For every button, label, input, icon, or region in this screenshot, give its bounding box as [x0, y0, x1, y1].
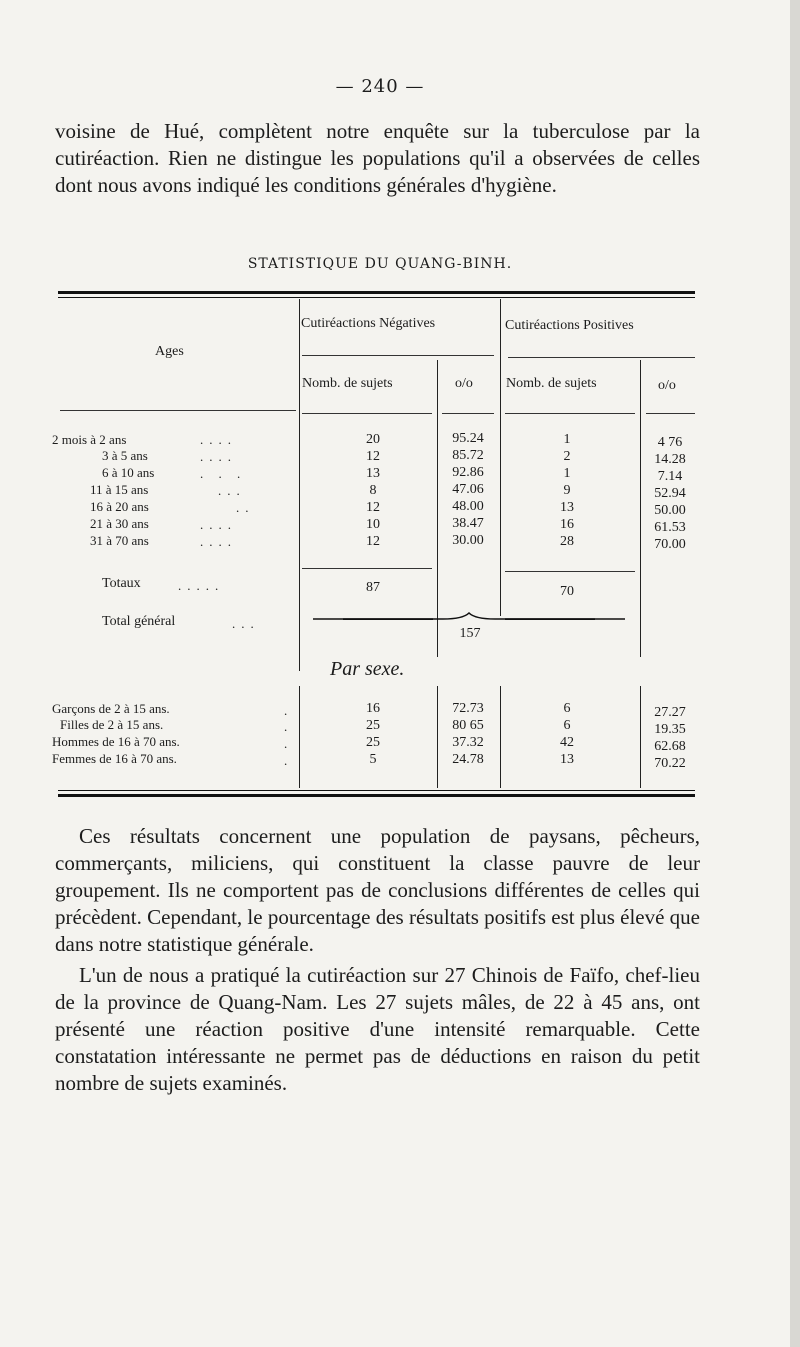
sex-pos-pct-3: 70.22: [654, 756, 686, 771]
dot-leader: ....: [200, 432, 237, 447]
pos-n-5: 16: [560, 517, 574, 532]
par-sexe-heading: Par sexe.: [330, 658, 405, 680]
pos-n-0: 1: [563, 432, 571, 447]
page-number: — 240 —: [335, 76, 425, 97]
header-positives: Cutiréactions Positives: [505, 318, 634, 333]
pos-n-1: 2: [563, 449, 571, 464]
age-label-3: 11 à 15 ans: [90, 482, 149, 497]
age-label-1: 3 à 5 ans: [102, 448, 148, 463]
age-label-5: 21 à 30 ans: [90, 516, 149, 531]
header-neg-nomb: Nomb. de sujets: [302, 376, 393, 391]
neg-n-2: 13: [366, 466, 380, 481]
dot-leader: ..: [236, 500, 255, 515]
neg-pct-3: 47.06: [452, 482, 484, 497]
dot-leader: .: [284, 703, 288, 718]
header-ages: Ages: [155, 344, 184, 359]
dot-leader: ...: [218, 483, 246, 498]
sex-neg-pct-3: 24.78: [452, 752, 484, 767]
neg-n-1: 12: [366, 449, 380, 464]
dot-leader: .: [284, 719, 288, 734]
neg-n-3: 8: [369, 483, 377, 498]
age-label-4: 16 à 20 ans: [90, 499, 149, 514]
neg-n-6: 12: [366, 534, 380, 549]
neg-pct-6: 30.00: [452, 533, 484, 548]
total-brace: [313, 612, 625, 626]
top-rule-thin: [58, 297, 695, 298]
pos-n-2: 1: [563, 466, 571, 481]
dot-leader: ...: [232, 616, 260, 631]
pos-n-3: 9: [563, 483, 571, 498]
hline-col2: [442, 413, 494, 414]
neg-pct-1: 85.72: [452, 448, 484, 463]
dot-leader: .: [284, 736, 288, 751]
sex-pos-pct-1: 19.35: [654, 722, 686, 737]
sex-pos-pct-2: 62.68: [654, 739, 686, 754]
bottom-rule-thin: [58, 790, 695, 791]
age-label-6: 31 à 70 ans: [90, 533, 149, 548]
total-general-label: Total général: [102, 614, 176, 629]
header-neg-pct: o/o: [455, 376, 473, 391]
neg-pct-2: 92.86: [452, 465, 484, 480]
header-pos-pct: o/o: [658, 378, 676, 393]
age-label-0: 2 mois à 2 ans: [52, 432, 127, 447]
page-edge: [790, 0, 800, 1347]
neg-pct-5: 38.47: [452, 516, 484, 531]
pos-pct-1: 14.28: [654, 452, 686, 467]
top-rule-thick: [58, 291, 695, 294]
sex-neg-n-0: 16: [366, 701, 380, 716]
pos-n-4: 13: [560, 500, 574, 515]
hline-col4: [646, 413, 695, 414]
sex-neg-pct-1: 80 65: [452, 718, 484, 733]
sex-pos-n-0: 6: [563, 701, 571, 716]
dot-leader: ....: [200, 449, 237, 464]
dot-leader: .: [284, 753, 288, 768]
table-title: STATISTIQUE DU QUANG-BINH.: [247, 256, 513, 272]
results-paragraph: Ces résultats concernent une population de paysans, pêcheurs, commerçants, miliciens, qui constituent la classe pauvre de leur groupement. Ils ne comportent pas de conclusions différentes de celles qui précèdent. Cependant, le pourcentage des résultats positifs est plus élevé que dans notre statistique générale.: [55, 824, 700, 956]
pos-pct-0: 4 76: [657, 435, 683, 450]
neg-n-0: 20: [366, 432, 380, 447]
neg-n-4: 12: [366, 500, 380, 515]
neg-n-5: 10: [366, 517, 380, 532]
sex-pos-n-3: 13: [560, 752, 574, 767]
hline-totals-neg: [302, 568, 432, 569]
totaux-neg: 87: [366, 580, 380, 595]
hline-pos-header: [508, 357, 695, 358]
pos-pct-6: 70.00: [654, 537, 686, 552]
sex-neg-pct-0: 72.73: [452, 701, 484, 716]
age-label-2: 6 à 10 ans: [102, 465, 155, 480]
vline-negatives-left: [299, 299, 300, 671]
hline-neg-header: [302, 355, 494, 356]
vline-sex-1: [299, 686, 300, 788]
sex-neg-n-3: 5: [369, 752, 377, 767]
bottom-rule-thick: [58, 794, 695, 797]
hline-col1: [302, 413, 432, 414]
intro-paragraph: voisine de Hué, complètent notre enquête sur la tuberculose par la cutiréaction. Rien ne distingue les populations qu'il a observées de celles dont nous avons indiqué les conditions générales d'hygiène.: [55, 119, 700, 197]
chinese-subjects-paragraph: L'un de nous a pratiqué la cutiréaction sur 27 Chinois de Faïfo, chef-lieu de la province de Quang-Nam. Les 27 sujets mâles, de 22 à 45 ans, ont présenté une réaction positive d'une intensité remarquable. Cette constatation intéressante ne permet pas de déductions en raison du petit nombre de sujets examinés.: [55, 963, 700, 1095]
hline-ages-bottom: [60, 410, 296, 411]
sex-neg-n-1: 25: [366, 718, 380, 733]
sex-pos-pct-0: 27.27: [654, 705, 686, 720]
header-pos-nomb: Nomb. de sujets: [506, 376, 597, 391]
sex-label-3: Femmes de 16 à 70 ans.: [52, 751, 177, 766]
hline-totals-pos: [505, 571, 635, 572]
pos-n-6: 28: [560, 534, 574, 549]
sex-label-2: Hommes de 16 à 70 ans.: [52, 734, 180, 749]
totaux-pos: 70: [560, 584, 574, 599]
total-general-value: 157: [459, 626, 481, 641]
header-negatives: Cutiréactions Négatives: [301, 316, 436, 331]
dot-leader: ....: [200, 517, 237, 532]
neg-pct-0: 95.24: [452, 431, 484, 446]
dot-leader: .....: [178, 578, 225, 593]
hline-col3: [505, 413, 635, 414]
sex-label-0: Garçons de 2 à 15 ans.: [52, 701, 170, 716]
pos-pct-3: 52.94: [654, 486, 686, 501]
sex-neg-n-2: 25: [366, 735, 380, 750]
sex-label-1: Filles de 2 à 15 ans.: [60, 717, 164, 732]
pos-pct-4: 50.00: [654, 503, 686, 518]
sex-pos-n-1: 6: [563, 718, 571, 733]
pos-pct-2: 7.14: [657, 469, 683, 484]
totaux-label: Totaux: [102, 576, 141, 591]
pos-pct-5: 61.53: [654, 520, 686, 535]
dot-leader: ....: [200, 534, 237, 549]
sex-pos-n-2: 42: [560, 735, 574, 750]
sex-neg-pct-2: 37.32: [452, 735, 484, 750]
dot-leader: . . .: [200, 466, 247, 481]
neg-pct-4: 48.00: [452, 499, 484, 514]
